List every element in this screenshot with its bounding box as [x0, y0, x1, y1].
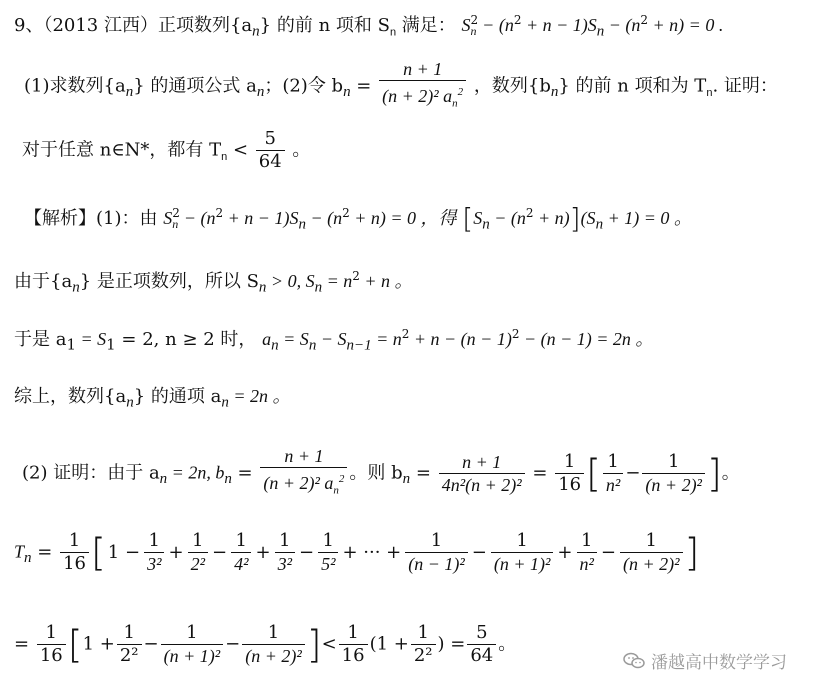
frac-den: [260, 467, 347, 502]
sup-2: 2: [172, 206, 180, 220]
frac-den-text: (n + 2)² a: [263, 473, 334, 493]
tn-term-fraction: [318, 530, 338, 575]
term-fraction: [117, 622, 142, 667]
frac-num: n + 1: [462, 451, 502, 472]
sub-n: n: [333, 484, 339, 497]
eq-sup-sub: [172, 208, 180, 230]
frac-den: (n − 1)²: [405, 552, 468, 575]
frac-den: (n + 2)²: [642, 473, 705, 496]
frac-num: 1: [123, 622, 135, 643]
term-fraction: [411, 622, 436, 667]
problem-header-tail: } 的前 n 项和 S: [259, 15, 390, 36]
sol-part: + n − (n − 1): [409, 329, 512, 349]
question-line-2: [22, 128, 310, 173]
sol-part: =: [231, 462, 253, 484]
sup-2: 2: [511, 327, 520, 341]
sol-part: = n: [371, 329, 402, 349]
solution-line-5: (2) 证明：由于 $a_n = 2n$, $b_n$ = $\frac{n + 1}{(n + 2)^2 a_n^2}$ 。则 $b_n$ = $\frac{n + 1}{\text{4n²(n + 2)²}}$ = $\frac{1}{16}$ [ $\frac{1}{\text{n²}}$ − $\frac{1}{\text{(n + 2)²}}$ ]。: [22, 445, 740, 502]
sub-n: n: [343, 83, 351, 100]
five-over-64: [467, 622, 496, 667]
tn-term-sign: +: [168, 541, 184, 563]
frac-num: 1: [186, 622, 198, 643]
solution-line-2: [14, 264, 413, 300]
frac-den: [379, 80, 466, 115]
frac-num: 1: [667, 450, 680, 472]
tn-term-fraction: [231, 530, 251, 575]
frac-num: 1: [192, 530, 204, 551]
sol-part: 。: [721, 462, 740, 484]
term-fraction: [603, 451, 623, 496]
eq-part: − (n: [482, 15, 514, 35]
q1-part: ，数列{b: [473, 75, 551, 97]
frac-num: 1: [68, 530, 81, 551]
sup-2: 2: [640, 13, 649, 27]
sol-part: =: [31, 541, 53, 563]
frac-num: 1: [417, 622, 429, 643]
eq-part: + n − 1)S: [223, 208, 299, 228]
sub-n: n: [252, 23, 260, 40]
sub-n: n: [470, 24, 477, 38]
sup-2: 2: [401, 327, 410, 341]
eq-part: + n) = 0 ，得: [349, 208, 457, 228]
eq-part: − (n: [604, 15, 641, 35]
sup-2: 2: [513, 13, 522, 27]
right-bracket: ]: [569, 202, 581, 235]
frac-den: 64: [256, 150, 285, 173]
sup-2: 2: [352, 269, 360, 283]
sol-part: (1 +: [369, 633, 409, 655]
frac-num: 1: [645, 530, 657, 551]
frac-num: 1: [148, 530, 160, 551]
tn-term-sign: 1 −: [107, 541, 141, 563]
sol-part: = S: [278, 329, 309, 349]
frac-num: 1: [607, 450, 619, 472]
frac-den: (n + 1)²: [491, 552, 554, 575]
frac-den: 2²: [411, 644, 436, 667]
tn-term-sign: −: [298, 541, 315, 563]
q2-part: 。: [286, 139, 311, 161]
sol-part: > 0, S: [266, 271, 315, 291]
one-sixteenth: [555, 451, 584, 496]
eq-symbol: S: [163, 208, 173, 228]
sup-2: 2: [338, 473, 345, 485]
tn-term-fraction: [491, 530, 554, 575]
eq-part: − (n: [305, 208, 343, 228]
eq-part: + n − 1)S: [521, 15, 597, 35]
sub-1: 1: [66, 335, 76, 354]
tn-term-sign: +: [255, 541, 271, 563]
eq-part: (S: [580, 208, 596, 228]
frac-num: 1: [580, 530, 593, 551]
sub-n: n: [224, 470, 232, 487]
sol-part: (2) 证明：由于 a: [22, 462, 160, 484]
sol-part: = n: [322, 271, 353, 291]
sub-n: n: [314, 279, 323, 296]
right-bracket: ]: [306, 622, 322, 667]
frac-den: 4n²(n + 2)²: [439, 473, 525, 496]
sub-n: n: [550, 83, 559, 100]
sub-n: n: [24, 550, 32, 567]
right-bracket: ]: [706, 451, 722, 496]
sol-part: = 2, n ≥ 2 时，: [115, 329, 257, 350]
frac-den: 2²: [117, 644, 142, 667]
sub-n: n: [159, 470, 168, 487]
sol-part: 综上，数列{a: [14, 386, 127, 407]
frac-den: n²: [577, 552, 597, 575]
sol-part: } 的通项 a: [133, 386, 222, 407]
frac-den: 2²: [188, 552, 208, 575]
sub-n: n: [271, 337, 279, 354]
q1-part: } 的通项公式 a: [133, 75, 257, 97]
frac-den: 16: [555, 473, 584, 496]
sol-part: = 2n 。: [228, 386, 291, 406]
five-over-64: [256, 128, 285, 173]
sol-part: 1 +: [82, 633, 115, 655]
solution-label: 【解析】(1)：由: [24, 208, 158, 229]
frac-num: 1: [563, 450, 576, 472]
sub-1: 1: [106, 335, 116, 354]
term-fraction: [161, 622, 224, 667]
tn-term-fraction: [275, 530, 295, 575]
q2-part: <: [227, 139, 249, 161]
sol-part: − (n − 1) = 2n 。: [519, 329, 654, 349]
frac-num: 1: [279, 530, 291, 551]
frac-den: 16: [339, 644, 368, 667]
wechat-icon: [623, 652, 645, 670]
tn-term-sign: −: [600, 541, 616, 563]
sub-n: n: [595, 216, 604, 233]
sub-n: n: [72, 279, 80, 296]
tn-terms: [106, 530, 685, 574]
solution-line-4: [14, 384, 290, 415]
frac-den: 3²: [144, 552, 164, 575]
term-fraction: [242, 622, 305, 667]
left-bracket: [: [67, 622, 83, 667]
sol-part: =: [410, 462, 431, 484]
sol-part: − S: [316, 329, 347, 349]
q2-part: 对于任意 n∈N*，都有 T: [22, 139, 222, 161]
sub-n: n: [706, 86, 713, 99]
sub-n: n: [308, 337, 317, 354]
tn-term-fraction: [620, 530, 683, 575]
sup-2: 2: [457, 86, 464, 98]
tn-term-sign: +: [557, 541, 573, 563]
sol-part: 。: [498, 633, 517, 655]
problem-statement: [14, 8, 723, 45]
bn-fraction: [260, 445, 347, 502]
left-bracket: [: [462, 202, 474, 235]
frac-num: n + 1: [284, 446, 324, 466]
frac-num: 5: [264, 128, 276, 149]
frac-den: (n + 2)²: [242, 644, 305, 667]
sol-part: −: [225, 633, 241, 655]
sol-part: <: [321, 633, 337, 655]
q1-part: } 的前 n 项和为 T: [558, 75, 707, 97]
sub-n: n: [256, 83, 265, 100]
sol-part: a: [262, 329, 272, 349]
frac-num: 1: [45, 622, 57, 643]
sub-n: n: [402, 470, 411, 487]
sub-n: n: [452, 97, 458, 110]
eq-part: + n): [533, 208, 570, 228]
eq-symbol: S: [461, 15, 471, 35]
sub-n: n: [596, 23, 605, 40]
sup-2: 2: [525, 206, 534, 220]
final-line: [14, 622, 516, 667]
frac-den: 3²: [275, 552, 295, 575]
frac-den: n²: [603, 473, 623, 496]
tn-term-fraction: [405, 530, 468, 575]
solution-line-3: [14, 322, 653, 358]
sol-part: } 是正项数列，所以 S: [79, 271, 259, 292]
frac-num: 1: [267, 622, 280, 643]
watermark-text: 潘越高中数学学习: [651, 653, 787, 672]
term-fraction: [642, 451, 705, 496]
tn-term-fraction: [144, 530, 164, 575]
q1-part: (1)求数列{a: [24, 75, 126, 97]
frac-num: 1: [430, 530, 443, 551]
right-bracket: ]: [684, 530, 700, 575]
frac-num: 5: [476, 622, 488, 643]
frac-num: 1: [322, 530, 334, 551]
eq-sup-sub: [471, 15, 479, 37]
q1-part: ；(2)令 b: [264, 75, 344, 97]
eq-part: S: [473, 208, 483, 228]
sub-n: n: [126, 394, 134, 411]
sub-n: n: [221, 151, 228, 164]
frac-num: 1: [347, 622, 359, 643]
sub-n-minus-1: n−1: [346, 337, 372, 354]
sol-part: + n 。: [359, 271, 413, 291]
problem-header: 9、（2013 江西）正项数列{a: [14, 15, 253, 36]
problem-header-tail2: 满足：: [396, 15, 456, 36]
tn-term-fraction: [188, 530, 208, 575]
left-bracket: [: [90, 530, 106, 575]
sol-part: =: [526, 462, 548, 484]
one-sixteenth: [339, 622, 368, 667]
q1-part: . 证明：: [712, 75, 778, 97]
sol-part: =: [14, 633, 30, 655]
q1-part: =: [350, 75, 372, 97]
frac-den: 16: [37, 644, 66, 667]
sub-n: n: [389, 26, 397, 39]
one-sixteenth: [60, 530, 89, 575]
tn-term-sign: −: [471, 541, 487, 563]
tn-line: [14, 530, 699, 575]
eq-part: + 1) = 0 。: [603, 208, 692, 228]
frac-den: 64: [467, 644, 496, 667]
sol-part: 由于{a: [14, 271, 73, 292]
frac-num: n + 1: [403, 59, 443, 79]
sup-2: 2: [342, 206, 350, 220]
frac-den: 16: [60, 552, 89, 575]
frac-den: (n + 1)²: [161, 644, 224, 667]
eq-part: + n) = 0 .: [648, 15, 724, 35]
frac-num: 1: [516, 530, 528, 551]
watermark: [623, 648, 787, 673]
sup-2: 2: [470, 13, 479, 27]
bn-fraction: [379, 58, 466, 115]
sup-2: 2: [215, 206, 224, 220]
sol-part: = 2n, b: [167, 462, 225, 483]
sol-part: −: [143, 633, 159, 655]
sub-n: n: [258, 279, 267, 296]
frac-num: 1: [235, 530, 247, 551]
sub-n: n: [482, 216, 490, 233]
solution-line-1: [24, 201, 692, 237]
sol-part: 。则 b: [349, 462, 403, 484]
sol-part: = S: [76, 329, 107, 349]
question-line: [24, 58, 778, 115]
tn-term-sign: −: [211, 541, 228, 563]
sub-n: n: [125, 83, 134, 100]
one-sixteenth: [37, 622, 66, 667]
sub-n: n: [172, 217, 179, 231]
left-bracket: [: [586, 451, 601, 496]
bn-fraction-2: [439, 451, 525, 496]
frac-den: (n + 2)²: [620, 552, 683, 575]
sub-n: n: [298, 216, 306, 233]
frac-den: 4²: [231, 552, 251, 575]
eq-part: − (n: [489, 208, 526, 228]
tn-symbol: T: [14, 541, 25, 562]
frac-den: 5²: [318, 552, 338, 575]
tn-term-sign: + ··· +: [342, 541, 402, 563]
frac-den-text: (n + 2)² a: [382, 86, 453, 106]
sub-n: n: [221, 394, 229, 411]
sol-part: ) =: [437, 633, 466, 655]
eq-part: − (n: [183, 208, 216, 228]
sol-part: 于是 a: [14, 329, 67, 350]
tn-term-fraction: [577, 530, 597, 575]
